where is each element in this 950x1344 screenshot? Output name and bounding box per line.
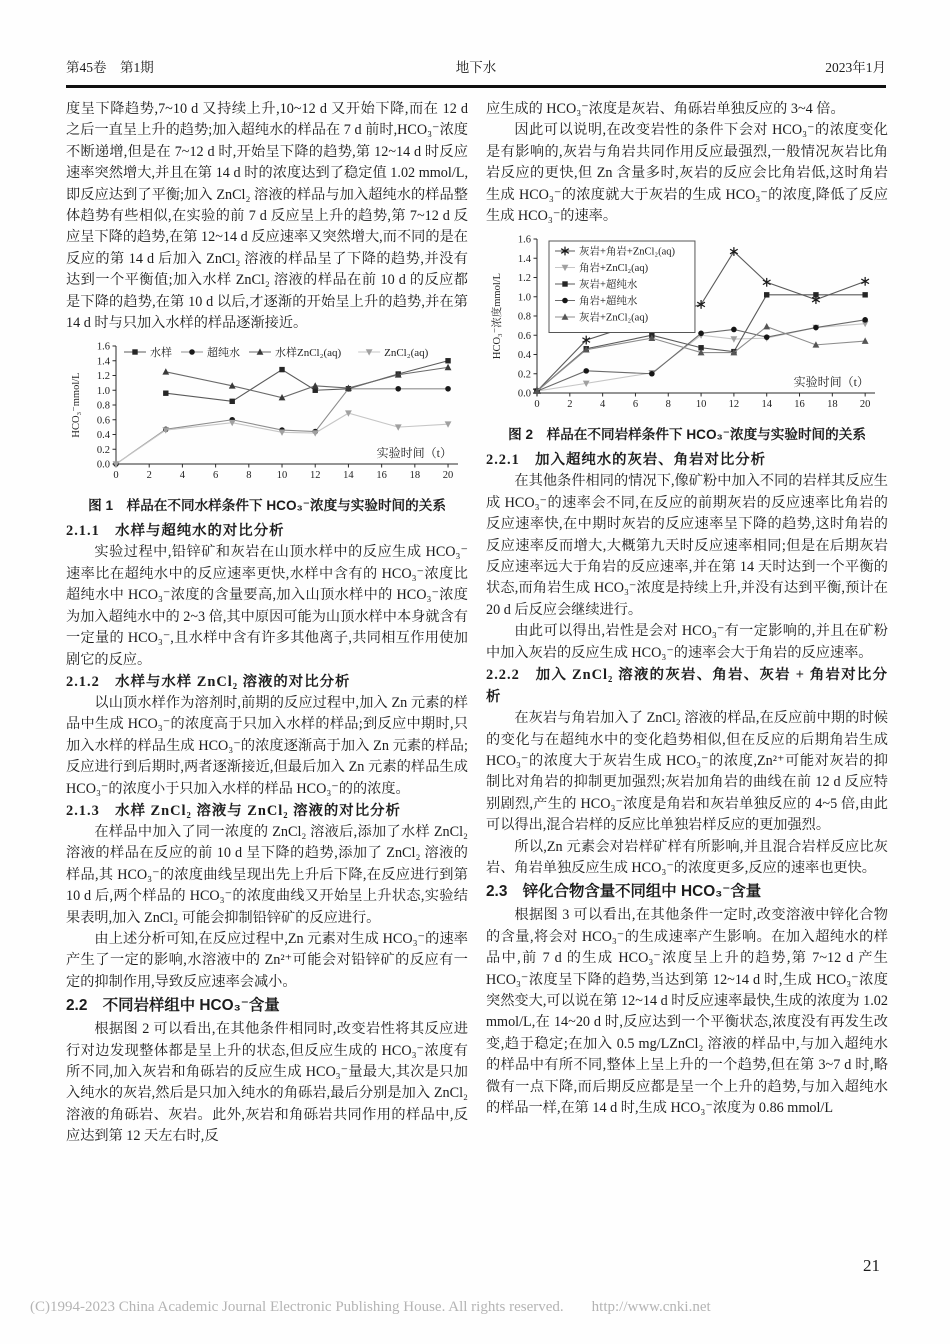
svg-text:12: 12 bbox=[309, 470, 321, 482]
section-heading-2-1-2: 2.1.2 水样与水样 ZnCl₂ 溶液的对比分析 bbox=[66, 673, 351, 690]
svg-text:实验时间（t）: 实验时间（t） bbox=[793, 375, 869, 390]
svg-text:1.6: 1.6 bbox=[517, 234, 531, 246]
section-heading-2-2-2: 2.2.2 加入 ZnCl₂ 溶液的灰岩、角岩、灰岩 + 角岩对比分析 bbox=[486, 667, 888, 706]
journal-header bbox=[66, 56, 886, 88]
svg-text:2: 2 bbox=[146, 470, 152, 482]
figure-1-caption: 图 1 样品在不同水样条件下 HCO₃⁻浓度与实验时间的关系 bbox=[88, 498, 446, 514]
svg-text:0.4: 0.4 bbox=[517, 350, 531, 362]
footer bbox=[30, 1299, 711, 1316]
figure-2-caption: 图 2 样品在不同岩样条件下 HCO₃⁻浓度与实验时间的关系 bbox=[508, 427, 866, 443]
svg-text:20: 20 bbox=[442, 470, 454, 482]
footer-url-link[interactable]: http://www.cnki.net bbox=[591, 1299, 711, 1315]
svg-text:2: 2 bbox=[567, 399, 573, 411]
paragraph: 实验过程中,铅锌矿和灰岩在山顶水样中的反应生成 HCO₃⁻速率比在超纯水中的反应速率更快,水样中含有的 HCO₃⁻浓度比超纯水中 HCO₃⁻浓度的含量要高,加入山顶水样中的 HCO₃⁻浓度为加入超纯水中的 2~3 倍,其中原因可能为山顶水样中本身就含有一定量的 HCO₃⁻,且水样中含有许多其他离子,共同相互作用使加剧它的反应。 bbox=[66, 544, 468, 668]
paragraph: 在其他条件相同的情况下,像矿粉中加入不同的岩样其反应生成 HCO₃⁻的速率会不同,在反应的前期灰岩的反应速率比角岩的反应速率快,在中期时灰岩的反应速率呈下降的趋势,这时角岩的反应速率反而增大,大概第九天时反应速率相同;但是在后期灰岩反应速率远大于角岩的反应速率,并在第 14 天时达到一个平衡的状态,而角岩生成 HCO₃⁻浓度是持续上升,并没有达到平衡,预计在 20 d 后反应会继续进行。 bbox=[486, 473, 888, 618]
svg-text:6: 6 bbox=[632, 399, 639, 411]
svg-text:实验时间（t）: 实验时间（t） bbox=[376, 446, 452, 461]
svg-text:0: 0 bbox=[534, 399, 540, 411]
svg-text:14: 14 bbox=[761, 399, 772, 411]
svg-text:0.0: 0.0 bbox=[517, 388, 531, 400]
paragraph: 以山顶水样作为溶剂时,前期的反应过程中,加入 Zn 元素的样品中生成 HCO₃⁻的浓度高于只加入水样的样品;到反应中期时,只加入水样的样品生成 HCO₃⁻的浓度逐渐高于加入 Zn 元素的样品;反应进行到后期时,两者逐渐接近,但最后加入 Zn 元素的样品生成 HCO₃⁻的浓度小于只加入水样的样品 HCO₃⁻的的浓度。 bbox=[66, 694, 468, 797]
svg-text:1.2: 1.2 bbox=[96, 371, 110, 383]
figure-2-line-chart bbox=[487, 231, 887, 419]
svg-text:10: 10 bbox=[695, 399, 707, 411]
svg-text:角岩+ZnCl₂(aq): 角岩+ZnCl₂(aq) bbox=[579, 263, 649, 275]
section-heading-2-1-1: 2.1.1 水样与超纯水的对比分析 bbox=[66, 523, 285, 540]
svg-text:HCO₃⁻mmol/L: HCO₃⁻mmol/L bbox=[71, 372, 82, 439]
paragraph: 由上述分析可知,在反应过程中,Zn 元素对生成 HCO₃⁻的速率产生了一定的影响,水溶液中的 Zn²⁺可能会对铅锌矿的反应有一定的抑制作用,导致反应速率会减小。 bbox=[66, 930, 468, 990]
svg-text:灰岩+超纯水: 灰岩+超纯水 bbox=[579, 280, 638, 292]
svg-text:18: 18 bbox=[409, 470, 421, 482]
section-heading-2-2: 2.2 不同岩样组中 HCO₃⁻含量 bbox=[66, 997, 280, 1015]
svg-text:1.2: 1.2 bbox=[517, 273, 531, 285]
paragraph: 在样品中加入了同一浓度的 ZnCl₂ 溶液后,添加了水样 ZnCl₂ 溶液的样品在反应的前 10 d 呈下降的趋势,添加了 ZnCl₂ 溶液的样品,其 HCO₃⁻的浓度曲线呈现出先上升后下降,在反应进行到第 10 d 后,两个样品的 HCO₃⁻的浓度曲线又开始呈上升状态,实验结果表明,加入 ZnCl₂ 可能会抑制铅锌矿的反应进行。 bbox=[66, 823, 468, 926]
svg-text:8: 8 bbox=[665, 399, 671, 411]
left-column bbox=[66, 99, 468, 1148]
section-heading-2-1-3: 2.1.3 水样 ZnCl₂ 溶液与 ZnCl₂ 溶液的对比分析 bbox=[66, 802, 401, 819]
svg-text:1.6: 1.6 bbox=[96, 341, 110, 353]
article-body bbox=[66, 99, 888, 1148]
paragraph: 所以,Zn 元素会对岩样矿样有所影响,并且混合岩样反应比灰岩、角岩单独反应生成 HCO₃⁻的浓度更多,反应的速率也更快。 bbox=[486, 838, 888, 876]
svg-text:0.6: 0.6 bbox=[517, 331, 531, 343]
svg-text:超纯水: 超纯水 bbox=[207, 347, 240, 360]
svg-text:0.8: 0.8 bbox=[96, 400, 110, 412]
section-heading-2-2-1: 2.2.1 加入超纯水的灰岩、角岩对比分析 bbox=[486, 452, 767, 469]
paragraph: 度呈下降趋势,7~10 d 又持续上升,10~12 d 又开始下降,而在 12 d 之后一直呈上升的趋势;加入超纯水的样品在 7 d 前时,HCO₃⁻浓度不断递增,但是在 7~12 d 时,开始呈下降的趋势,第 12~14 d 时反应速率突然增大,并且在第 14 d 时的浓度达到了稳定值 1.02 mmol/L,即反应达到了平衡;加入 ZnCl₂ 溶液的样品与加入超纯水的样品整体趋势有些相似,在实验的前 7 d 反应呈上升的趋势,第 7~12 d 反应呈下降的趋势,在第 12~14 d 反应速率又突然增大,而不同的是在反应的第 14 d 后加入 ZnCl₂ 溶液的样品呈了下降的趋势,并没有达到一个平衡值;加入水样 ZnCl₂ 溶液的样品在前 10 d 的反应都是下降的趋势,在第 10 d 以后,才逐渐的开始呈上升的趋势,并在第 14 d 时与只加入水样的样品逐渐接近。 bbox=[66, 101, 468, 332]
svg-text:灰岩+ZnCl₂(aq): 灰岩+ZnCl₂(aq) bbox=[579, 313, 649, 325]
svg-text:1.4: 1.4 bbox=[96, 356, 110, 368]
paragraph: 根据图 3 可以看出,在其他条件一定时,改变溶液中锌化合物的含量,将会对 HCO₃⁻的生成速率产生影响。在加入超纯水的样品中,前 7 d 的生成 HCO₃⁻浓度呈上升的趋势,第 7~12 d 产生 HCO₃⁻浓度呈下降的趋势,当达到第 12~14 d 时,生成 HCO₃⁻浓度突然变大,可以说在第 12~14 d 时反应速率最快,生成的浓度为 1.02 mmol/L,在 14~20 d 时,反应达到一个平衡状态,浓度没有再发生改变,趋于稳定;在加入 0.5 mg/LZnCl₂ 溶液的样品中,与加入超纯水的样品中有所不同,整体上呈上升的一个趋势,但在第 3~7 d 时,略微有一点下降,而后期反应都是呈一个上升的趋势,与加入超纯水的样品一样,在第 14 d 时,生成 HCO₃⁻浓度为 0.86 mmol/L bbox=[486, 907, 888, 1116]
svg-text:0.2: 0.2 bbox=[96, 445, 110, 457]
right-column bbox=[486, 99, 888, 1148]
svg-text:1.0: 1.0 bbox=[96, 386, 110, 398]
volume-issue: 第45卷 第1期 bbox=[66, 60, 154, 75]
paragraph: 因此可以说明,在改变岩性的条件下会对 HCO₃⁻的浓度变化是有影响的,灰岩与角岩共同作用反应最强烈,一般情况灰岩比角岩反应的更快,但 Zn 含量多时,灰岩的反应会比角岩低,这时角岩生成 HCO₃⁻的浓度就大于灰岩的生成 HCO₃⁻的浓度,降低了反应生成 HCO₃⁻的速率。 bbox=[486, 122, 888, 225]
svg-text:水样ZnCl₂(aq): 水样ZnCl₂(aq) bbox=[275, 347, 342, 360]
section-heading-2-3: 2.3 锌化合物含量不同组中 HCO₃⁻含量 bbox=[486, 883, 762, 901]
svg-text:16: 16 bbox=[794, 399, 805, 411]
svg-text:6: 6 bbox=[212, 470, 219, 482]
svg-text:10: 10 bbox=[276, 470, 288, 482]
svg-text:1.0: 1.0 bbox=[517, 292, 531, 304]
svg-text:4: 4 bbox=[179, 470, 186, 482]
svg-text:0.0: 0.0 bbox=[96, 459, 110, 471]
figure-1 bbox=[66, 338, 468, 516]
svg-text:0: 0 bbox=[113, 470, 119, 482]
svg-text:0.8: 0.8 bbox=[517, 311, 531, 323]
svg-text:灰岩+角岩+ZnCl₂(aq): 灰岩+角岩+ZnCl₂(aq) bbox=[579, 247, 675, 259]
issue-date: 2023年1月 bbox=[825, 60, 886, 75]
svg-text:0.6: 0.6 bbox=[96, 415, 110, 427]
svg-text:20: 20 bbox=[859, 399, 871, 411]
svg-text:0.4: 0.4 bbox=[96, 430, 110, 442]
svg-text:1.4: 1.4 bbox=[517, 254, 531, 266]
svg-text:角岩+超纯水: 角岩+超纯水 bbox=[579, 296, 638, 308]
paragraph: 根据图 2 可以看出,在其他条件相同时,改变岩性将其反应进行对边发现整体都是呈上升的状态,但反应生成的 HCO₃⁻浓度有所不同,加入灰岩和角砾岩的反应生成 HCO₃⁻量最大,其次是只加入纯水的灰岩,然后是只加入纯水的角砾岩,最后分别是加入 ZnCl₂ 溶液的角砾岩、灰岩。此外,灰岩和角砾岩共同作用的样品中,反应达到第 12 天左右时,反 bbox=[66, 1021, 468, 1145]
svg-text:水样: 水样 bbox=[150, 347, 172, 360]
paragraph: 在灰岩与角岩加入了 ZnCl₂ 溶液的样品,在反应前中期的时候的变化与在超纯水中的变化趋势相似,但在反应的后期角岩生成 HCO₃⁻的浓度大于灰岩生成 HCO₃⁻的浓度,Zn²⁺可能对灰岩的抑制比对角岩的抑制更加强烈;灰岩加角岩的曲线在前 12 d 反应特别剧烈,产生的 HCO₃⁻浓度是角岩和灰岩单独反应的 4~5 倍,由此可以得出,混合岩样的反应比单独岩样反应的更加强烈。 bbox=[486, 710, 888, 834]
page-number: 21 bbox=[863, 1256, 880, 1275]
svg-text:12: 12 bbox=[728, 399, 740, 411]
paragraph: 由此可以得出,岩性是会对 HCO₃⁻有一定影响的,并且在矿粉中加入灰岩的反应生成 HCO₃⁻的速率会大于角岩的反应速率。 bbox=[486, 623, 888, 661]
figure-2 bbox=[486, 231, 888, 445]
copyright-text: (C)1994-2023 China Academic Journal Electronic Publishing House. All rights reserved. bbox=[30, 1299, 564, 1315]
journal-title: 地下水 bbox=[455, 60, 497, 75]
svg-text:14: 14 bbox=[343, 470, 354, 482]
figure-1-line-chart bbox=[66, 338, 470, 490]
svg-text:18: 18 bbox=[827, 399, 838, 411]
svg-text:4: 4 bbox=[600, 399, 606, 411]
paragraph: 应生成的 HCO₃⁻浓度是灰岩、角砾岩单独反应的 3~4 倍。 bbox=[486, 101, 845, 117]
svg-text:ZnCl₂(aq): ZnCl₂(aq) bbox=[384, 347, 429, 360]
svg-text:0.2: 0.2 bbox=[517, 369, 531, 381]
svg-text:8: 8 bbox=[246, 470, 252, 482]
svg-text:HCO₃⁻浓度mmol/L: HCO₃⁻浓度mmol/L bbox=[492, 273, 503, 360]
svg-text:16: 16 bbox=[376, 470, 387, 482]
